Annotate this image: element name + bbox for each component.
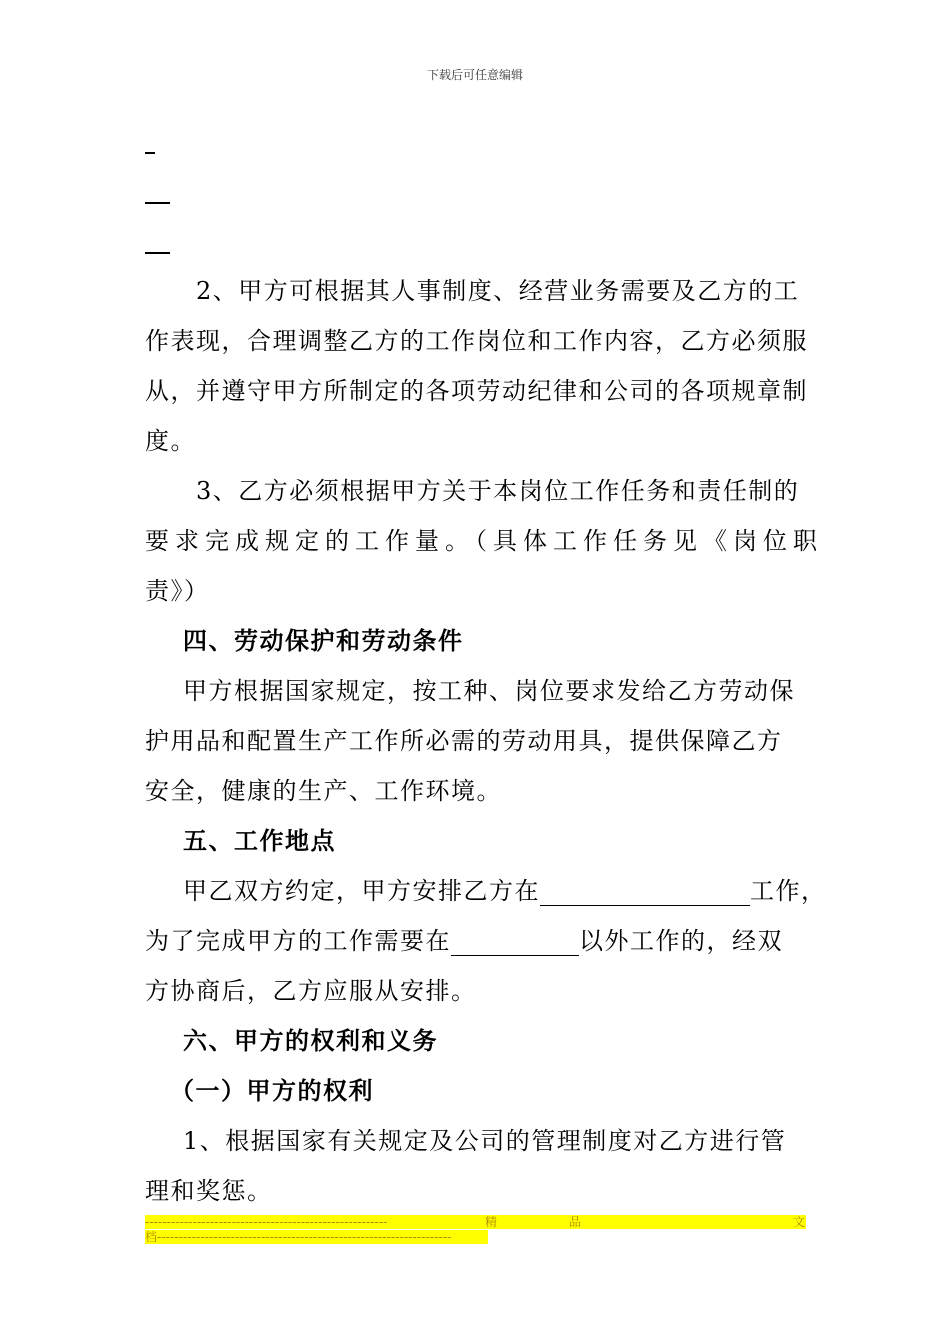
- page-header: 下载后可任意编辑: [426, 68, 523, 82]
- footer-band-1: [145, 1215, 806, 1229]
- section-6-item-1-line-2: 理和奖惩。: [145, 1177, 273, 1205]
- footer-dashes-left: --------------------------------------------------------: [145, 1215, 388, 1229]
- footer-band-2: [145, 1230, 488, 1244]
- section-5-line-3: 方协商后，乙方应服从安排。: [145, 977, 477, 1005]
- location-text-c: 为了完成甲方的工作需要在: [145, 927, 451, 955]
- clause-2-line-2: 作表现，合理调整乙方的工作岗位和工作内容，乙方必须服: [145, 327, 808, 355]
- clause-2-line-1: 2、甲方可根据其人事制度、经营业务需要及乙方的工: [196, 277, 800, 305]
- outside-location-blank: [451, 929, 579, 956]
- clause-2-line-4: 度。: [145, 427, 196, 455]
- footer-char-3: 文: [793, 1215, 806, 1229]
- footer-dashes-right: --------------------------------------------------------------------: [157, 1230, 452, 1244]
- clause-3-line-1: 3、乙方必须根据甲方关于本岗位工作任务和责任制的: [196, 477, 800, 505]
- section-4-line-3: 安全，健康的生产、工作环境。: [145, 777, 502, 805]
- blank-line-short: [145, 152, 155, 154]
- section-5-line-2: [145, 926, 783, 956]
- footer-char-1: 精: [485, 1215, 498, 1229]
- clause-3-line-3: 责》）: [145, 577, 210, 605]
- blank-line: [145, 252, 170, 254]
- footer-char-2: 品: [569, 1215, 582, 1229]
- location-blank: [540, 879, 750, 906]
- section-5-title: 五、工作地点: [183, 826, 336, 855]
- section-5-line-1: [183, 876, 827, 906]
- section-6-subtitle: （一）甲方的权利: [170, 1076, 374, 1105]
- location-text-b: 工作，: [750, 877, 827, 905]
- clause-2-line-3: 从，并遵守甲方所制定的各项劳动纪律和公司的各项规章制: [145, 377, 808, 405]
- section-6-title: 六、甲方的权利和义务: [183, 1026, 438, 1055]
- location-text-d: 以外工作的，经双: [579, 927, 783, 955]
- section-4-line-1: 甲方根据国家规定，按工种、岗位要求发给乙方劳动保: [183, 677, 795, 705]
- section-6-item-1-line-1: 1、根据国家有关规定及公司的管理制度对乙方进行管: [183, 1127, 787, 1155]
- location-text-a: 甲乙双方约定，甲方安排乙方在: [183, 877, 540, 905]
- footer-char-4: 档: [145, 1230, 158, 1244]
- section-4-line-2: 护用品和配置生产工作所必需的劳动用具，提供保障乙方: [145, 727, 783, 755]
- blank-line: [145, 202, 170, 204]
- section-4-title: 四、劳动保护和劳动条件: [183, 626, 464, 655]
- clause-3-line-2: 要求完成规定的工作量。（具体工作任务见《岗位职: [145, 527, 823, 555]
